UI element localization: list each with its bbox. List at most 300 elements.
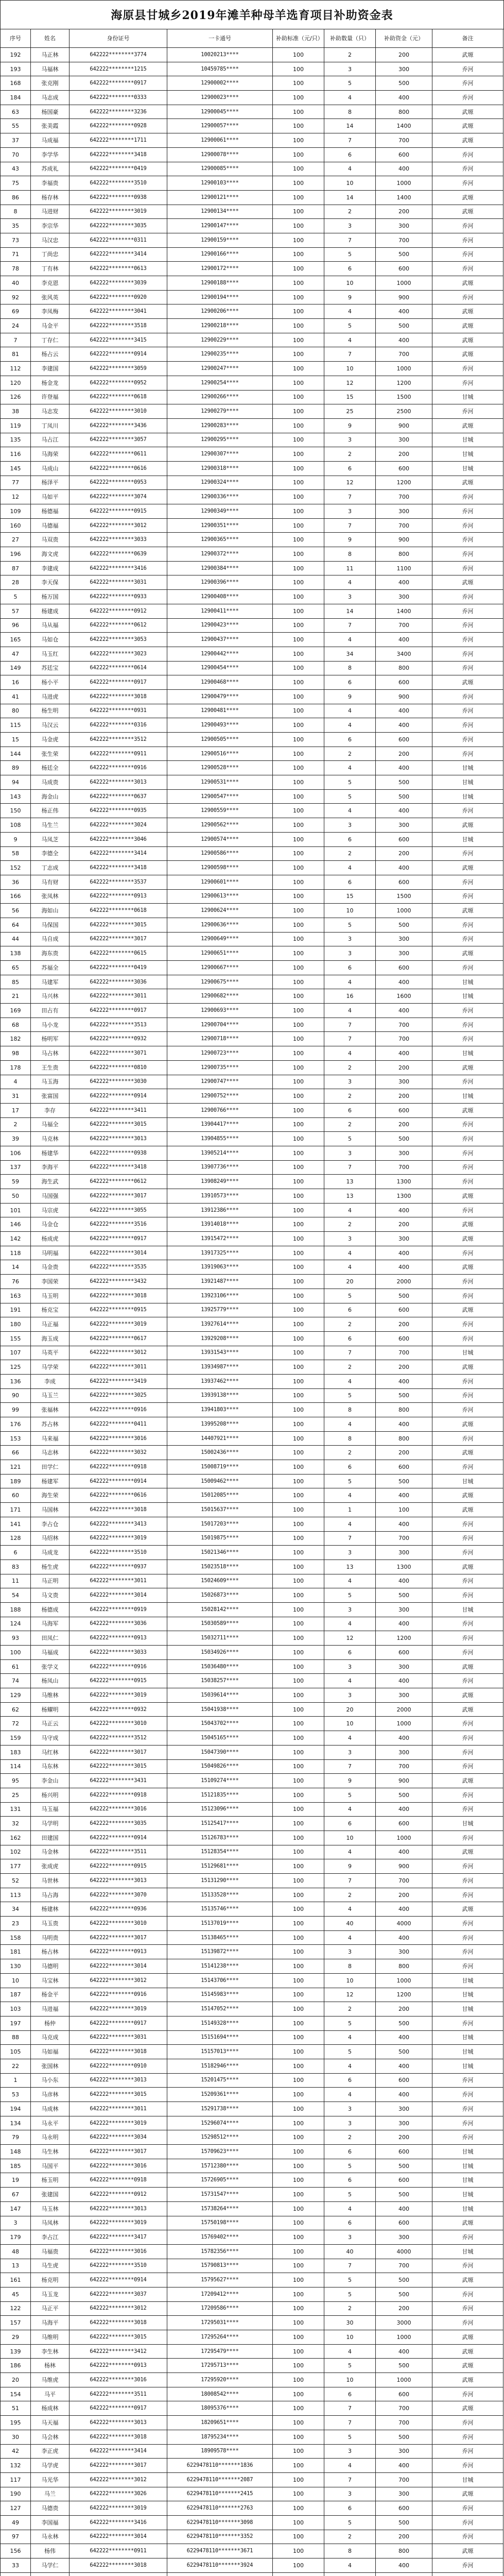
cell-id-number: 642222********3015 bbox=[69, 1760, 167, 1774]
cell-remark: 乔河 bbox=[432, 1146, 503, 1161]
cell-id-number: 642222********3053 bbox=[69, 633, 167, 647]
cell-name: 马学虎 bbox=[31, 2459, 69, 2473]
cell-remark: 乔河 bbox=[432, 1959, 503, 1974]
cell-subsidy-quantity: 15 bbox=[324, 890, 376, 904]
cell-name: 马建军 bbox=[31, 975, 69, 990]
cell-seq: 22 bbox=[1, 2059, 31, 2074]
table-row bbox=[1, 1089, 504, 1104]
cell-remark: 甘城 bbox=[432, 391, 503, 405]
cell-name: 马如平 bbox=[31, 490, 69, 504]
cell-name: 马正福 bbox=[31, 1317, 69, 1332]
cell-subsidy-standard: 100 bbox=[273, 1945, 324, 1959]
cell-seq: 47 bbox=[1, 647, 31, 662]
cell-subsidy-standard: 100 bbox=[273, 847, 324, 861]
cell-remark: 乔河 bbox=[432, 1874, 503, 1888]
cell-seq: 129 bbox=[1, 1688, 31, 1703]
cell-subsidy-quantity: 6 bbox=[324, 2074, 376, 2088]
table-row bbox=[1, 1646, 504, 1660]
table-row bbox=[1, 718, 504, 733]
cell-seq: 17 bbox=[1, 1104, 31, 1118]
cell-remark: 甘城 bbox=[432, 1974, 503, 1988]
cell-seq: 125 bbox=[1, 1360, 31, 1375]
cell-subsidy-quantity: 2 bbox=[324, 1217, 376, 1232]
cell-name: 李正虎 bbox=[31, 2445, 69, 2459]
cell-card-number: 13995208**** bbox=[167, 1417, 273, 1432]
table-row bbox=[1, 1874, 504, 1888]
cell-subsidy-standard: 100 bbox=[273, 376, 324, 391]
cell-remark: 武塬 bbox=[432, 1703, 503, 1717]
cell-card-number: 6229478110*******3352 bbox=[167, 2530, 273, 2545]
cell-subsidy-quantity: 6 bbox=[324, 2216, 376, 2231]
table-row bbox=[1, 1004, 504, 1018]
table-row bbox=[1, 1175, 504, 1189]
cell-remark: 乔河 bbox=[432, 1931, 503, 1945]
cell-id-number: 642222********3419 bbox=[69, 1375, 167, 1389]
cell-remark: 乔河 bbox=[432, 718, 503, 733]
header-subsidy-amount: 补助资金（元） bbox=[376, 29, 432, 48]
cell-remark bbox=[432, 2573, 503, 2576]
cell-card-number: 17295920**** bbox=[167, 2373, 273, 2387]
table-row bbox=[1, 1731, 504, 1745]
cell-card-number: 12900247**** bbox=[167, 362, 273, 376]
cell-id-number: 642222********0917 bbox=[69, 76, 167, 91]
cell-name: 苏成礼 bbox=[31, 162, 69, 177]
cell-subsidy-quantity bbox=[324, 2573, 376, 2576]
cell-remark: 乔河 bbox=[432, 1246, 503, 1261]
table-row bbox=[1, 2230, 504, 2245]
cell-seq: 122 bbox=[1, 2302, 31, 2316]
cell-remark: 武塬 bbox=[432, 333, 503, 348]
cell-subsidy-amount: 900 bbox=[376, 690, 432, 704]
cell-remark: 武塬 bbox=[432, 1260, 503, 1275]
cell-card-number: 13914018**** bbox=[167, 1217, 273, 1232]
cell-seq: 150 bbox=[1, 804, 31, 818]
cell-name: 马进财 bbox=[31, 205, 69, 219]
cell-name: 马汉云 bbox=[31, 718, 69, 733]
cell-name: 苏福全 bbox=[31, 961, 69, 975]
cell-seq: 66 bbox=[1, 1446, 31, 1460]
cell-remark: 武塬 bbox=[432, 1560, 503, 1574]
table-row bbox=[1, 2473, 504, 2487]
cell-subsidy-standard: 100 bbox=[273, 961, 324, 975]
cell-subsidy-quantity: 8 bbox=[324, 105, 376, 120]
cell-name: 李海平 bbox=[31, 1161, 69, 1175]
cell-id-number: 642222********3418 bbox=[69, 861, 167, 875]
table-row bbox=[1, 790, 504, 804]
cell-seq: 191 bbox=[1, 1303, 31, 1318]
cell-name: 马金虎 bbox=[31, 733, 69, 747]
table-row bbox=[1, 2516, 504, 2530]
table-row bbox=[1, 1360, 504, 1375]
cell-subsidy-standard: 100 bbox=[273, 91, 324, 105]
cell-subsidy-quantity: 3 bbox=[324, 219, 376, 233]
cell-subsidy-standard: 100 bbox=[273, 1588, 324, 1603]
cell-subsidy-standard: 100 bbox=[273, 2430, 324, 2445]
cell-subsidy-amount: 400 bbox=[376, 718, 432, 733]
cell-name: 李建成 bbox=[31, 562, 69, 576]
cell-subsidy-standard: 100 bbox=[273, 761, 324, 775]
cell-card-number: 13937462**** bbox=[167, 1375, 273, 1389]
cell-name: 马小龙 bbox=[31, 1018, 69, 1032]
cell-subsidy-amount: 700 bbox=[376, 133, 432, 148]
cell-card-number: 13904855**** bbox=[167, 1132, 273, 1146]
cell-name: 张富国 bbox=[31, 1089, 69, 1104]
cell-remark: 甘城 bbox=[432, 975, 503, 990]
cell-seq: 101 bbox=[1, 1204, 31, 1218]
cell-name: 李生林 bbox=[31, 2345, 69, 2359]
cell-card-number: 15032711**** bbox=[167, 1631, 273, 1646]
cell-remark: 乔河 bbox=[432, 619, 503, 633]
cell-subsidy-amount: 400 bbox=[376, 1417, 432, 1432]
cell-name: 马成林 bbox=[31, 2102, 69, 2116]
cell-subsidy-standard: 100 bbox=[273, 2401, 324, 2416]
cell-name: 杨建成 bbox=[31, 604, 69, 619]
table-row bbox=[1, 362, 504, 376]
cell-id-number: 642222********3511 bbox=[69, 1845, 167, 1860]
cell-subsidy-quantity: 4 bbox=[324, 2345, 376, 2359]
cell-remark: 乔河 bbox=[432, 2416, 503, 2430]
cell-remark: 乔河 bbox=[432, 1175, 503, 1189]
cell-id-number: 642222********3018 bbox=[69, 2558, 167, 2573]
cell-subsidy-amount: 400 bbox=[376, 91, 432, 105]
cell-card-number: 15009462**** bbox=[167, 1475, 273, 1489]
cell-subsidy-standard: 100 bbox=[273, 62, 324, 77]
table-row bbox=[1, 1674, 504, 1688]
cell-subsidy-quantity: 6 bbox=[324, 1332, 376, 1346]
cell-subsidy-amount: 300 bbox=[376, 62, 432, 77]
cell-subsidy-quantity: 12 bbox=[324, 1631, 376, 1646]
cell-id-number: 642222********3023 bbox=[69, 647, 167, 662]
cell-name: 马平 bbox=[31, 2387, 69, 2402]
cell-subsidy-quantity: 4 bbox=[324, 804, 376, 818]
cell-subsidy-quantity: 14 bbox=[324, 119, 376, 133]
cell-subsidy-amount: 2000 bbox=[376, 1275, 432, 1289]
cell-subsidy-amount: 1600 bbox=[376, 989, 432, 1004]
cell-id-number: 642222********3512 bbox=[69, 733, 167, 747]
cell-remark: 乔河 bbox=[432, 2316, 503, 2330]
cell-subsidy-quantity: 5 bbox=[324, 2188, 376, 2202]
cell-name: 马玉兰 bbox=[31, 1389, 69, 1403]
cell-subsidy-quantity: 13 bbox=[324, 1560, 376, 1574]
cell-id-number: 642222********0916 bbox=[69, 1660, 167, 1674]
cell-subsidy-standard: 100 bbox=[273, 133, 324, 148]
cell-subsidy-quantity: 5 bbox=[324, 2016, 376, 2031]
cell-subsidy-standard: 100 bbox=[273, 619, 324, 633]
cell-card-number: 12900601**** bbox=[167, 875, 273, 890]
cell-remark: 乔河 bbox=[432, 1317, 503, 1332]
cell-seq: 64 bbox=[1, 918, 31, 933]
cell-subsidy-quantity: 3 bbox=[324, 1146, 376, 1161]
cell-subsidy-standard: 100 bbox=[273, 205, 324, 219]
cell-id-number: 642222********0912 bbox=[69, 604, 167, 619]
cell-card-number: 15026873**** bbox=[167, 1588, 273, 1603]
cell-subsidy-standard: 100 bbox=[273, 2459, 324, 2473]
cell-subsidy-quantity: 4 bbox=[324, 1931, 376, 1945]
cell-subsidy-standard: 100 bbox=[273, 2188, 324, 2202]
cell-seq: 62 bbox=[1, 1703, 31, 1717]
cell-seq: 15 bbox=[1, 733, 31, 747]
table-row bbox=[1, 989, 504, 1004]
cell-subsidy-standard: 100 bbox=[273, 1703, 324, 1717]
cell-subsidy-quantity: 6 bbox=[324, 1817, 376, 1831]
cell-subsidy-quantity: 7 bbox=[324, 1874, 376, 1888]
cell-card-number: 12900336**** bbox=[167, 490, 273, 504]
cell-id-number: 642222********0311 bbox=[69, 233, 167, 248]
cell-subsidy-standard: 100 bbox=[273, 2216, 324, 2231]
cell-seq: 176 bbox=[1, 1417, 31, 1432]
cell-subsidy-standard: 100 bbox=[273, 191, 324, 205]
cell-subsidy-standard: 100 bbox=[273, 319, 324, 333]
table-row bbox=[1, 1745, 504, 1760]
cell-remark: 乔河 bbox=[432, 1574, 503, 1589]
cell-id-number: 642222********3013 bbox=[69, 775, 167, 790]
cell-subsidy-quantity: 10 bbox=[324, 1974, 376, 1988]
cell-subsidy-quantity: 5 bbox=[324, 2273, 376, 2287]
table-row bbox=[1, 76, 504, 91]
cell-card-number: 17209586**** bbox=[167, 2302, 273, 2316]
cell-id-number: 642222********3017 bbox=[69, 1189, 167, 1204]
cell-card-number: 15126783**** bbox=[167, 1831, 273, 1845]
cell-subsidy-quantity: 9 bbox=[324, 690, 376, 704]
cell-card-number: 13912386**** bbox=[167, 1204, 273, 1218]
cell-subsidy-quantity: 3 bbox=[324, 1660, 376, 1674]
cell-id-number: 642222********0917 bbox=[69, 2401, 167, 2416]
cell-remark: 甘城 bbox=[432, 775, 503, 790]
cell-card-number: 15039614**** bbox=[167, 1688, 273, 1703]
table-row bbox=[1, 176, 504, 191]
cell-name: 丁志成 bbox=[31, 861, 69, 875]
table-row bbox=[1, 1660, 504, 1674]
cell-id-number: 642222********0617 bbox=[69, 1332, 167, 1346]
cell-subsidy-amount: 600 bbox=[376, 2216, 432, 2231]
cell-seq: 94 bbox=[1, 775, 31, 790]
cell-subsidy-amount: 100 bbox=[376, 1503, 432, 1517]
cell-card-number: 12900723**** bbox=[167, 1046, 273, 1061]
cell-name: 马文贵 bbox=[31, 1588, 69, 1603]
cell-subsidy-amount: 400 bbox=[376, 2202, 432, 2216]
cell-subsidy-amount: 600 bbox=[376, 2387, 432, 2402]
cell-subsidy-standard: 100 bbox=[273, 604, 324, 619]
cell-remark: 乔河 bbox=[432, 2516, 503, 2530]
cell-seq: 193 bbox=[1, 62, 31, 77]
cell-remark: 乔河 bbox=[432, 647, 503, 662]
cell-name: 马正明 bbox=[31, 1574, 69, 1589]
cell-subsidy-amount: 1000 bbox=[376, 276, 432, 291]
cell-subsidy-amount: 300 bbox=[376, 1603, 432, 1617]
cell-card-number: 15790813**** bbox=[167, 2259, 273, 2274]
cell-id-number: 642222********0810 bbox=[69, 1061, 167, 1075]
cell-id-number: 642222********0639 bbox=[69, 547, 167, 562]
cell-card-number: 13927614**** bbox=[167, 1317, 273, 1332]
cell-card-number: 15182946**** bbox=[167, 2059, 273, 2074]
cell-subsidy-amount: 800 bbox=[376, 2544, 432, 2558]
cell-subsidy-amount: 400 bbox=[376, 704, 432, 719]
cell-subsidy-amount: 700 bbox=[376, 1532, 432, 1546]
cell-subsidy-amount: 300 bbox=[376, 2487, 432, 2502]
table-row bbox=[1, 2573, 504, 2576]
cell-subsidy-standard: 100 bbox=[273, 76, 324, 91]
cell-card-number: 15041938**** bbox=[167, 1703, 273, 1717]
cell-subsidy-quantity: 4 bbox=[324, 1674, 376, 1688]
cell-id-number: 642222********0612 bbox=[69, 1175, 167, 1189]
cell-remark: 武塬 bbox=[432, 861, 503, 875]
cell-seq: 83 bbox=[1, 1560, 31, 1574]
cell-card-number: 12900437**** bbox=[167, 633, 273, 647]
cell-id-number: 642222********3414 bbox=[69, 2445, 167, 2459]
cell-id-number: 642222********0637 bbox=[69, 790, 167, 804]
cell-remark: 武塬 bbox=[432, 2216, 503, 2231]
cell-remark: 乔河 bbox=[432, 2230, 503, 2245]
cell-card-number: 15731547**** bbox=[167, 2188, 273, 2202]
header-remark: 备注 bbox=[432, 29, 503, 48]
cell-seq: 106 bbox=[1, 1146, 31, 1161]
cell-subsidy-standard: 100 bbox=[273, 362, 324, 376]
cell-remark: 武塬 bbox=[432, 1660, 503, 1674]
cell-name: 杨泽平 bbox=[31, 476, 69, 490]
cell-name: 马学明 bbox=[31, 1817, 69, 1831]
cell-subsidy-quantity: 6 bbox=[324, 148, 376, 162]
cell-name: 马永林 bbox=[31, 2530, 69, 2545]
cell-subsidy-amount: 700 bbox=[376, 233, 432, 248]
cell-name: 马生兰 bbox=[31, 818, 69, 833]
cell-card-number: 12900103**** bbox=[167, 176, 273, 191]
cell-subsidy-standard: 100 bbox=[273, 2558, 324, 2573]
cell-subsidy-quantity: 6 bbox=[324, 833, 376, 847]
cell-id-number: 642222********3071 bbox=[69, 1046, 167, 1061]
cell-subsidy-standard: 100 bbox=[273, 262, 324, 276]
cell-subsidy-amount: 800 bbox=[376, 1959, 432, 1974]
cell-subsidy-quantity: 6 bbox=[324, 875, 376, 890]
cell-id-number: 642222********3070 bbox=[69, 1888, 167, 1903]
cell-name: 马玉贵 bbox=[31, 1917, 69, 1931]
cell-subsidy-standard: 100 bbox=[273, 233, 324, 248]
cell-subsidy-amount: 500 bbox=[376, 248, 432, 262]
cell-subsidy-amount: 500 bbox=[376, 775, 432, 790]
cell-subsidy-amount: 400 bbox=[376, 1931, 432, 1945]
cell-subsidy-amount: 300 bbox=[376, 1075, 432, 1090]
table-row bbox=[1, 1303, 504, 1318]
cell-subsidy-standard: 100 bbox=[273, 2473, 324, 2487]
cell-seq: 13 bbox=[1, 2259, 31, 2274]
cell-card-number: 15141238**** bbox=[167, 1959, 273, 1974]
cell-subsidy-amount: 500 bbox=[376, 1788, 432, 1803]
cell-subsidy-standard: 100 bbox=[273, 2102, 324, 2116]
cell-card-number: 12900307**** bbox=[167, 447, 273, 462]
cell-id-number: 642222********0316 bbox=[69, 718, 167, 733]
cell-subsidy-standard: 100 bbox=[273, 2245, 324, 2259]
cell-name: 李克恩 bbox=[31, 276, 69, 291]
cell-card-number: 12900624**** bbox=[167, 904, 273, 918]
cell-subsidy-quantity: 2 bbox=[324, 1446, 376, 1460]
table-row bbox=[1, 2116, 504, 2131]
cell-subsidy-quantity: 34 bbox=[324, 647, 376, 662]
cell-subsidy-standard: 100 bbox=[273, 2516, 324, 2530]
cell-subsidy-amount: 300 bbox=[376, 2230, 432, 2245]
cell-subsidy-amount: 1500 bbox=[376, 890, 432, 904]
cell-subsidy-standard: 100 bbox=[273, 105, 324, 120]
cell-id-number: 642222********3018 bbox=[69, 1503, 167, 1517]
cell-card-number: 17295479**** bbox=[167, 2345, 273, 2359]
cell-card-number: 12900266**** bbox=[167, 391, 273, 405]
cell-seq: 114 bbox=[1, 1760, 31, 1774]
cell-subsidy-quantity: 10 bbox=[324, 362, 376, 376]
cell-remark: 甘城 bbox=[432, 761, 503, 775]
cell-name: 杨正伟 bbox=[31, 804, 69, 818]
cell-card-number: 13921487**** bbox=[167, 1275, 273, 1289]
cell-subsidy-standard: 100 bbox=[273, 1275, 324, 1289]
cell-subsidy-standard: 100 bbox=[273, 1246, 324, 1261]
cell-remark: 乔河 bbox=[432, 590, 503, 604]
cell-seq: 61 bbox=[1, 1660, 31, 1674]
cell-subsidy-standard: 100 bbox=[273, 1289, 324, 1303]
table-row bbox=[1, 975, 504, 990]
cell-card-number: 15750198**** bbox=[167, 2216, 273, 2231]
cell-id-number: 642222********3033 bbox=[69, 533, 167, 547]
cell-card-number: 13904417**** bbox=[167, 1118, 273, 1132]
cell-remark: 甘城 bbox=[432, 2188, 503, 2202]
table-row bbox=[1, 1317, 504, 1332]
cell-seq: 178 bbox=[1, 1061, 31, 1075]
cell-name: 马志发 bbox=[31, 404, 69, 419]
cell-seq: 12 bbox=[1, 490, 31, 504]
cell-remark: 武塬 bbox=[432, 1417, 503, 1432]
table-row bbox=[1, 1760, 504, 1774]
cell-subsidy-amount: 300 bbox=[376, 219, 432, 233]
cell-card-number: 12900365**** bbox=[167, 533, 273, 547]
cell-id-number: 642222********3034 bbox=[69, 2130, 167, 2145]
cell-name: 马守成 bbox=[31, 1731, 69, 1745]
cell-subsidy-quantity: 4 bbox=[324, 1803, 376, 1817]
cell-subsidy-standard: 100 bbox=[273, 2130, 324, 2145]
cell-card-number: 13908249**** bbox=[167, 1175, 273, 1189]
cell-name: 田占有 bbox=[31, 1004, 69, 1018]
cell-remark: 乔河 bbox=[432, 2459, 503, 2473]
table-title: 海原县甘城乡2019年滩羊种母羊选育项目补助资金表 bbox=[1, 1, 504, 29]
cell-subsidy-amount: 400 bbox=[376, 1260, 432, 1275]
cell-remark: 武塬 bbox=[432, 2401, 503, 2416]
cell-seq: 195 bbox=[1, 2416, 31, 2430]
cell-name: 张国林 bbox=[31, 2059, 69, 2074]
cell-seq: 139 bbox=[1, 2345, 31, 2359]
cell-subsidy-quantity: 4 bbox=[324, 1902, 376, 1917]
cell-seq: 55 bbox=[1, 119, 31, 133]
cell-subsidy-amount: 1000 bbox=[376, 2373, 432, 2387]
cell-subsidy-quantity: 30 bbox=[324, 2316, 376, 2330]
cell-subsidy-standard: 100 bbox=[273, 1417, 324, 1432]
cell-name: 张美霞 bbox=[31, 119, 69, 133]
cell-name: 田学仁 bbox=[31, 1460, 69, 1475]
cell-remark: 甘城 bbox=[432, 2173, 503, 2188]
cell-card-number: 12900166**** bbox=[167, 248, 273, 262]
cell-subsidy-amount: 600 bbox=[376, 1104, 432, 1118]
cell-remark: 乔河 bbox=[432, 1018, 503, 1032]
cell-subsidy-amount: 500 bbox=[376, 2273, 432, 2287]
table-row bbox=[1, 575, 504, 590]
cell-remark: 武塬 bbox=[432, 191, 503, 205]
cell-name: 马会林 bbox=[31, 2430, 69, 2445]
cell-id-number: 642222********3013 bbox=[69, 1132, 167, 1146]
table-row bbox=[1, 533, 504, 547]
cell-subsidy-standard: 100 bbox=[273, 790, 324, 804]
cell-subsidy-amount: 200 bbox=[376, 2302, 432, 2316]
cell-subsidy-amount: 900 bbox=[376, 291, 432, 305]
table-row bbox=[1, 1945, 504, 1959]
cell-subsidy-standard: 100 bbox=[273, 1075, 324, 1090]
cell-card-number: 13915472**** bbox=[167, 1232, 273, 1246]
table-row bbox=[1, 2445, 504, 2459]
cell-subsidy-amount: 400 bbox=[376, 333, 432, 348]
cell-subsidy-amount: 600 bbox=[376, 833, 432, 847]
